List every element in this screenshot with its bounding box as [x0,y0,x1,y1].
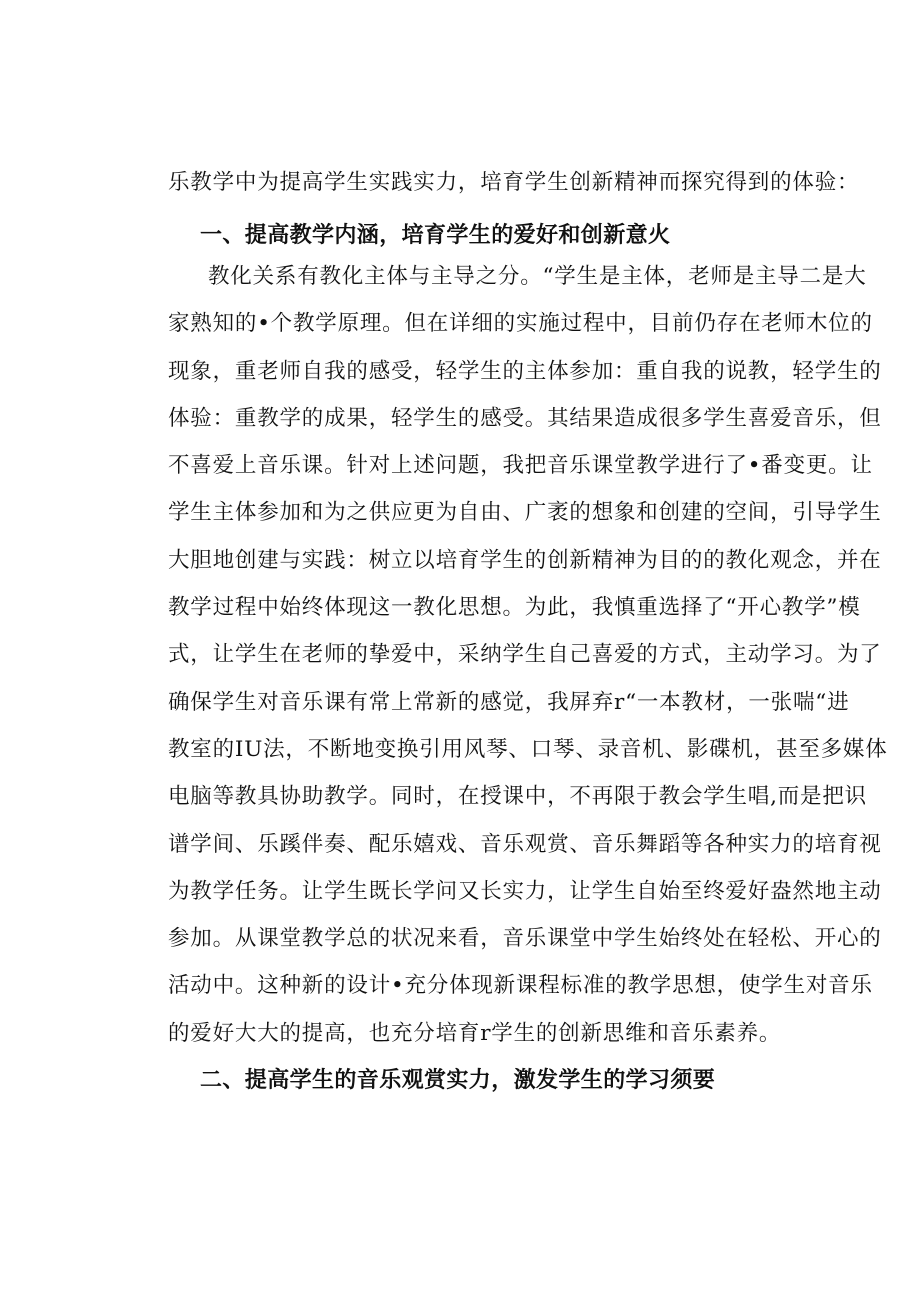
paragraph-line: 不喜爱上音乐课。针对上述问题，我把音乐课堂教学进行了•番变更。让 [168,453,873,479]
paragraph-line: 活动中。这种新的设计•充分体现新课程标准的教学思想，使学生对音乐 [168,973,873,999]
paragraph-line: 家熟知的•个教学原理。但在详细的实施过程中，目前仍存在老师木位的 [168,311,873,337]
paragraph-line: 教学过程中始终体现这一教化思想。为此，我慎重选择了“开心教学”模 [168,595,861,621]
section-1-heading: 一、提高教学内涵，培育学生的爱好和创新意火 [200,223,671,248]
section-1-paragraph [168,264,888,1046]
intro-line: 乐教学中为提高学生实践实力，培育学生创新精神而探究得到的体验： [168,170,860,195]
paragraph-line: 为教学任务。让学生既长学问又长实力，让学生自始至终爱好盎然地主动 [168,878,882,904]
paragraph-line: 谱学间、乐蹊伴奏、配乐嬉戏、音乐观赏、音乐舞蹈等各种实力的培育视 [168,831,882,857]
paragraph-line: 的爱好大大的提高，也充分培育r学生的创新思维和音乐素养。 [168,1020,782,1046]
paragraph-line: 体验：重教学的成果，轻学生的感受。其结果造成很多学生喜爱音乐，但 [168,405,882,431]
paragraph-line: 现象，重老师自我的感受，轻学生的主体参加：重自我的说教，轻学生的 [168,358,882,384]
paragraph-line: 大胆地创建与实践：树立以培育学生的创新精神为目的的教化观念，并在 [168,547,882,573]
paragraph-line: 教室的IU法，不断地变换引用风琴、口琴、录音机、影碟机，甚至多媒体 [168,736,888,762]
paragraph-line: 确保学生对音乐课有常上常新的感觉，我屏弃r“一本教材，一张喘“进 [168,689,850,715]
paragraph-line: 参加。从课堂教学总的状况来看，音乐课堂中学生始终处在轻松、开心的 [168,926,882,952]
document-body [168,170,888,1094]
section-2-heading: 二、提高学生的音乐观赏实力，激发学生的学习须要 [200,1068,716,1094]
paragraph-line: 电脑等教具协助教学。同时，在授课中，不再限于教会学生唱,而是把识 [168,784,867,810]
paragraph-line: 学生主体参加和为之供应更为自由、广袤的想象和创建的空间，引导学生 [168,500,882,526]
paragraph-line: 式，让学生在老师的挚爱中，采纳学生自己喜爱的方式，主动学习。为了 [168,642,882,668]
paragraph-line: 教化关系有教化主体与主导之分。“学生是主体，老师是主导二是大 [208,264,867,289]
